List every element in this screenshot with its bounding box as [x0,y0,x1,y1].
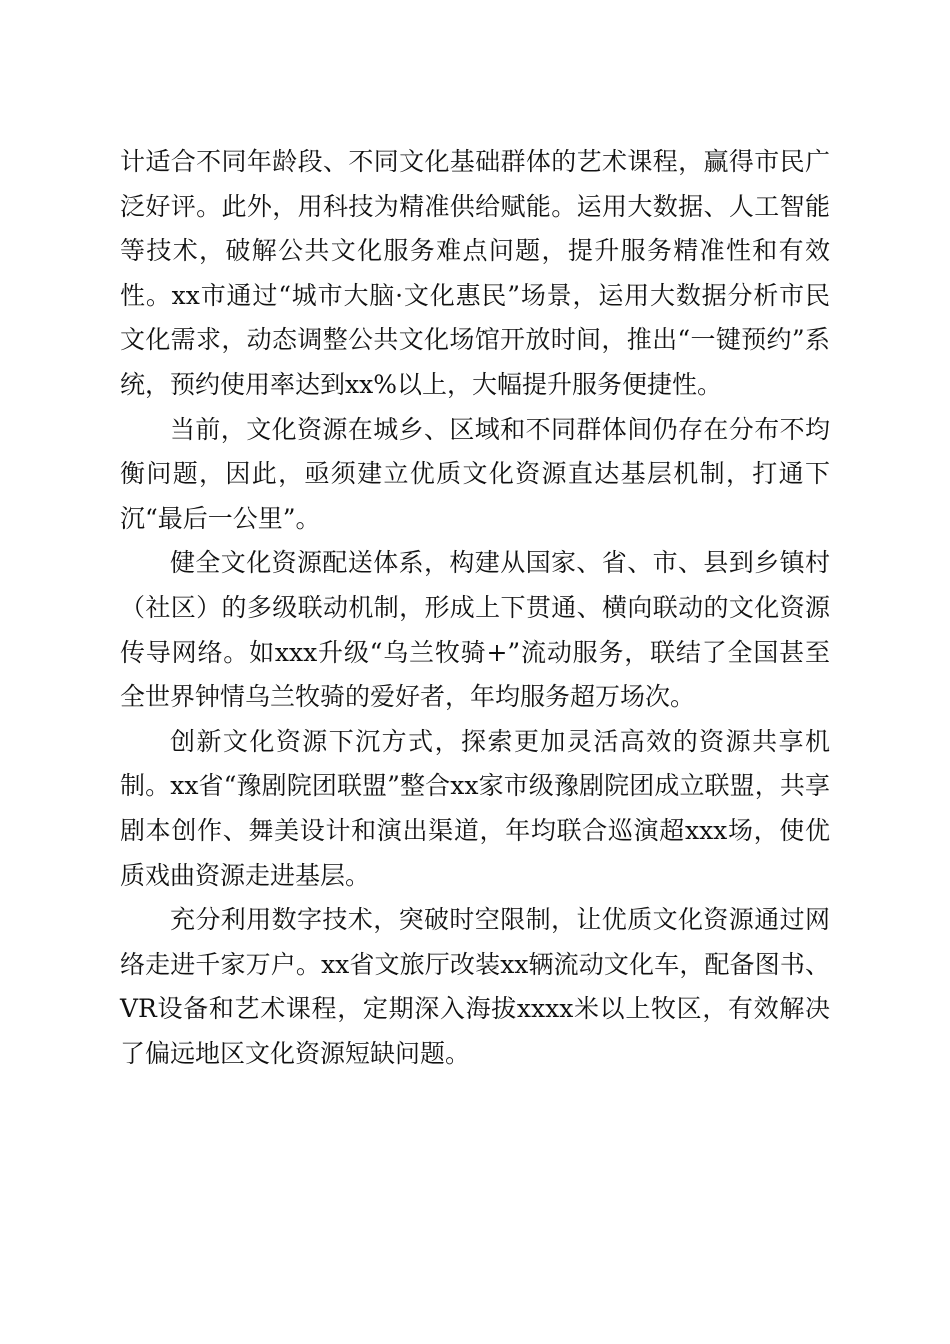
paragraph: 健全文化资源配送体系，构建从国家、省、市、县到乡镇村（社区）的多级联动机制，形成上下贯通、横向联动的文化资源传导网络。如xxx升级“乌兰牧骑+”流动服务，联结了全国甚至全世界钟情乌兰牧骑的爱好者，年均服务超万场次。 [120,548,830,712]
document-body [120,140,830,1076]
paragraph: 创新文化资源下沉方式，探索更加灵活高效的资源共享机制。xx省“豫剧院团联盟”整合xx家市级豫剧院团成立联盟，共享剧本创作、舞美设计和演出渠道，年均联合巡演超xxx场，使优质戏曲资源走进基层。 [120,726,830,890]
paragraph: 充分利用数字技术，突破时空限制，让优质文化资源通过网络走进千家万户。xx省文旅厅改装xx辆流动文化车，配备图书、VR设备和艺术课程，定期深入海拔xxxx米以上牧区，有效解决了偏远地区文化资源短缺问题。 [120,905,830,1068]
paragraph-continued: 计适合不同年龄段、不同文化基础群体的艺术课程，赢得市民广泛好评。此外，用科技为精准供给赋能。运用大数据、人工智能等技术，破解公共文化服务难点问题，提升服务精准性和有效性。xx市通过“城市大脑·文化惠民”场景，运用大数据分析市民文化需求，动态调整公共文化场馆开放时间，推出“一键预约”系统，预约使用率达到xx%以上，大幅提升服务便捷性。 [120,147,830,399]
paragraph: 当前，文化资源在城乡、区域和不同群体间仍存在分布不均衡问题，因此，亟须建立优质文化资源直达基层机制，打通下沉“最后一公里”。 [120,414,830,533]
